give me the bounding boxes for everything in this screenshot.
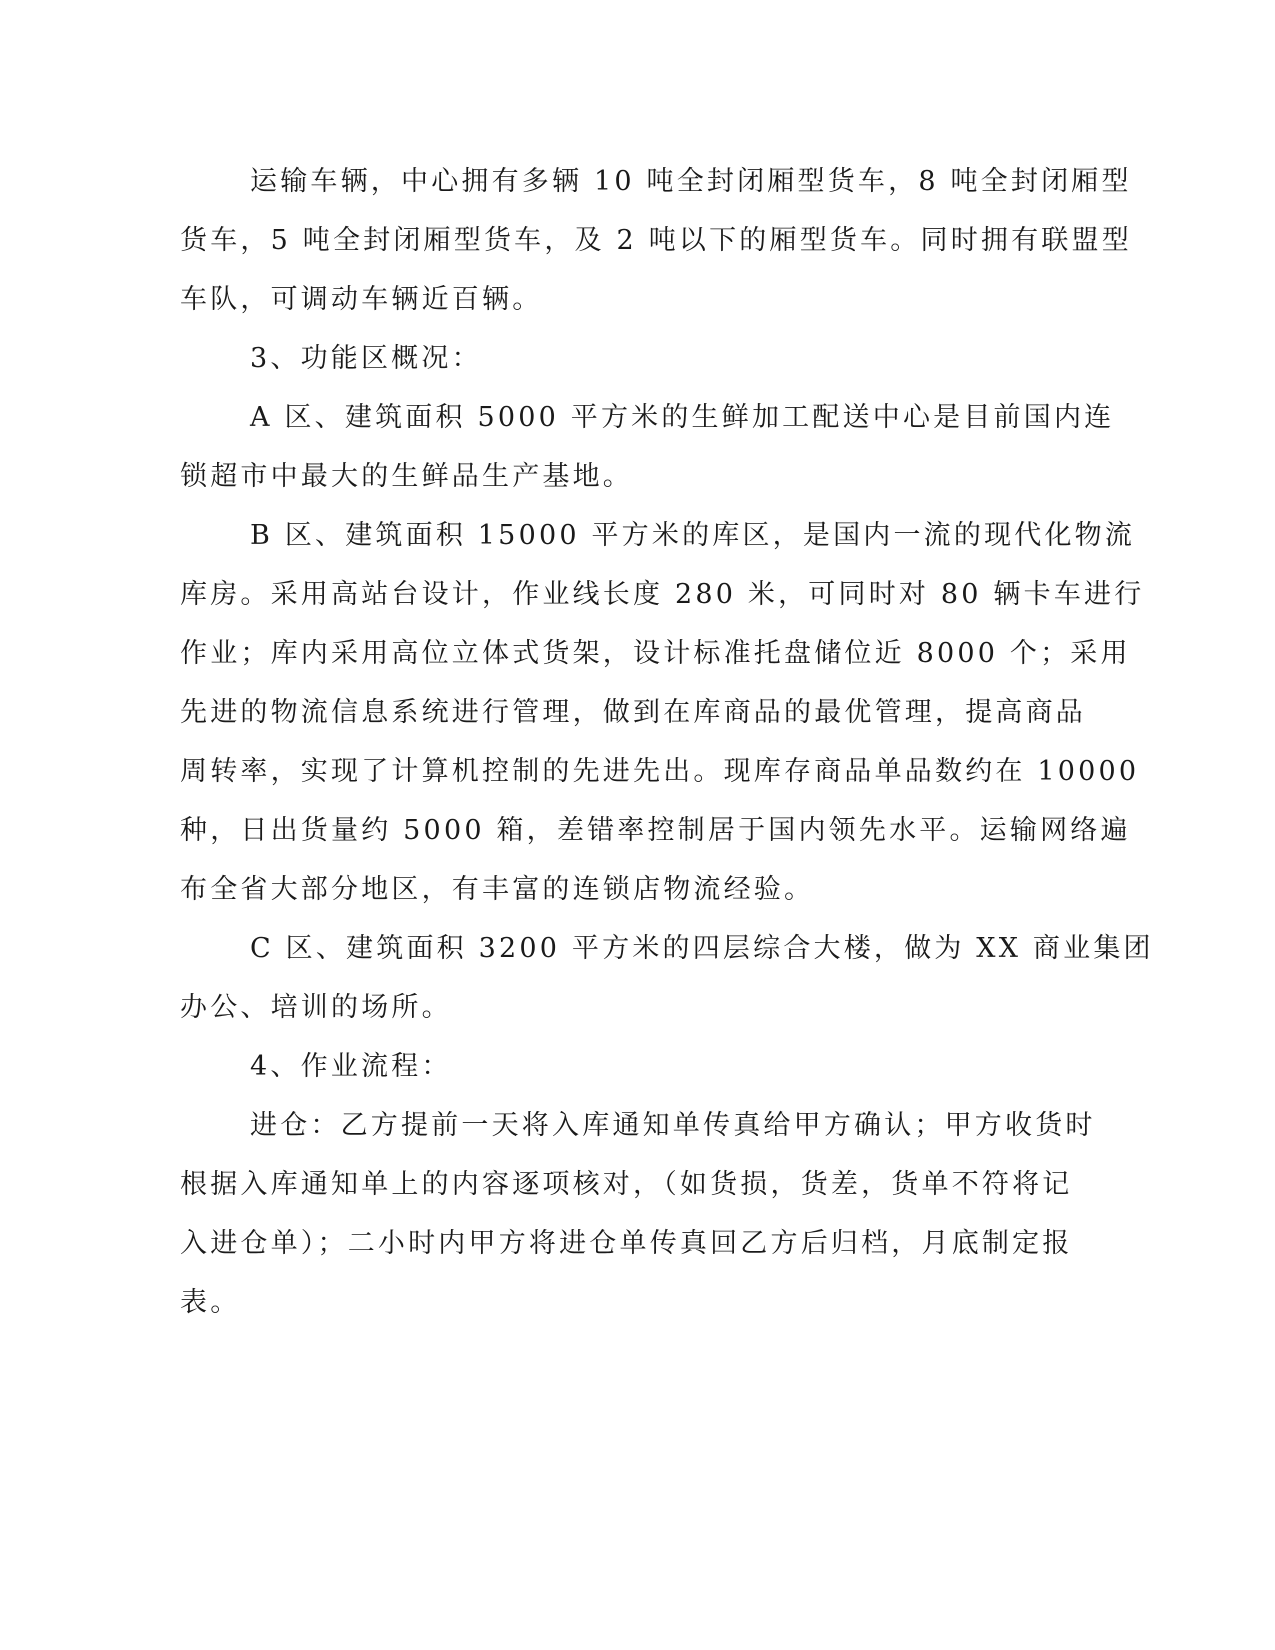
paragraph-area-b bbox=[180, 506, 1145, 919]
text-line: 进仓：乙方提前一天将入库通知单传真给甲方确认；甲方收货时 bbox=[250, 1110, 1096, 1141]
paragraph-warehousing bbox=[180, 1096, 1096, 1332]
text-line: 货车，5 吨全封闭厢型货车，及 2 吨以下的厢型货车。同时拥有联盟型 bbox=[180, 225, 1132, 256]
text-line: 作业；库内采用高位立体式货架，设计标准托盘储位近 8000 个；采用 bbox=[180, 638, 1131, 669]
text-line: C 区、建筑面积 3200 平方米的四层综合大楼，做为 XX 商业集团 bbox=[250, 933, 1154, 964]
text-line: 入进仓单）；二小时内甲方将进仓单传真回乙方后归档，月底制定报 bbox=[180, 1228, 1073, 1259]
text-line: 根据入库通知单上的内容逐项核对，（如货损，货差，货单不符将记 bbox=[180, 1169, 1073, 1200]
text-line: 车队，可调动车辆近百辆。 bbox=[180, 284, 543, 315]
text-line: 运输车辆，中心拥有多辆 10 吨全封闭厢型货车，8 吨全封闭厢型 bbox=[250, 166, 1132, 197]
paragraph-area-c bbox=[180, 919, 1154, 1037]
text-line: 周转率，实现了计算机控制的先进先出。现库存商品单品数约在 10000 bbox=[180, 756, 1140, 787]
text-line: 办公、培训的场所。 bbox=[180, 992, 452, 1023]
section-heading-functional-areas bbox=[180, 329, 1032, 388]
text-line: 种，日出货量约 5000 箱，差错率控制居于国内领先水平。运输网络遍 bbox=[180, 815, 1131, 846]
text-line: 表。 bbox=[180, 1287, 241, 1318]
text-line: B 区、建筑面积 15000 平方米的库区，是国内一流的现代化物流 bbox=[250, 520, 1136, 551]
paragraph-area-a bbox=[180, 388, 1115, 506]
text-line: 锁超市中最大的生鲜品生产基地。 bbox=[180, 461, 633, 492]
text-line: 4、作业流程： bbox=[250, 1051, 452, 1082]
section-heading-workflow bbox=[180, 1037, 1032, 1096]
text-line: 3、功能区概况： bbox=[250, 343, 482, 374]
text-line: 库房。采用高站台设计，作业线长度 280 米，可同时对 80 辆卡车进行 bbox=[180, 579, 1145, 610]
text-line: 布全省大部分地区，有丰富的连锁店物流经验。 bbox=[180, 874, 815, 905]
paragraph-vehicles bbox=[180, 152, 1132, 329]
document-body bbox=[180, 152, 1154, 1332]
text-line: 先进的物流信息系统进行管理，做到在库商品的最优管理，提高商品 bbox=[180, 697, 1086, 728]
text-line: A 区、建筑面积 5000 平方米的生鲜加工配送中心是目前国内连 bbox=[250, 402, 1115, 433]
